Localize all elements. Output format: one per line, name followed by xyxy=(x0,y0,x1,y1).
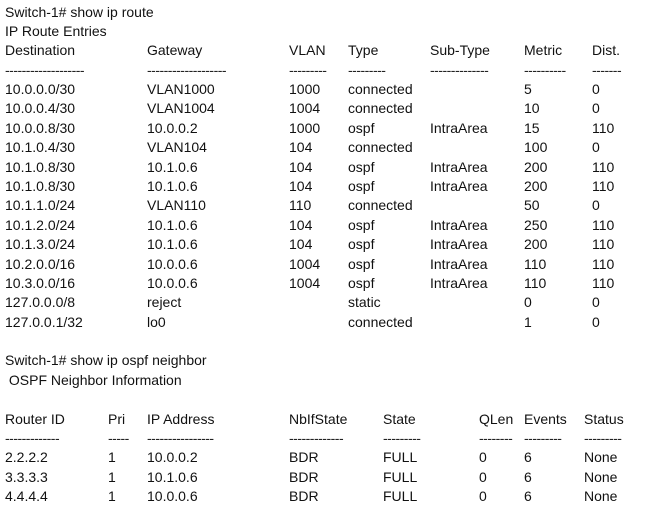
route-table-row-cell: ospf xyxy=(348,178,375,194)
route-table-row xyxy=(0,294,648,310)
route-table-row xyxy=(0,217,648,233)
route-table-row-cell: 50 xyxy=(524,197,540,214)
ospf-separator-row xyxy=(0,430,648,446)
ospf-separator-row-cell: ----- xyxy=(108,430,129,446)
ospf-header-row-cell: Router ID xyxy=(5,411,65,427)
route-table-row-cell: 10.0.0.6 xyxy=(147,255,198,272)
route-table-row-cell: 10.0.0.8/30 xyxy=(5,119,76,136)
ospf-header-row-cell: Events xyxy=(524,411,567,427)
ospf-table-row-cell: 10.1.0.6 xyxy=(147,468,198,485)
route-table-row-cell: 10.1.0.6 xyxy=(147,236,198,253)
route-table-row-cell: ospf xyxy=(348,275,375,291)
route-table-row-cell: connected xyxy=(348,313,413,330)
route-table-row xyxy=(0,256,648,272)
route-table-row-cell: 200 xyxy=(524,178,548,194)
ospf-table-row-cell: 1 xyxy=(108,449,116,465)
route-table-row-cell: 110 xyxy=(592,236,615,253)
route-table-row xyxy=(0,178,648,194)
ospf-table-row-cell: 10.0.0.6 xyxy=(147,488,198,504)
route-table-row-cell: reject xyxy=(147,294,182,311)
route-table-row-cell: 110 xyxy=(592,178,615,194)
ospf-table-row-cell: 2.2.2.2 xyxy=(5,449,48,465)
route-separator-row-cell: ---------- xyxy=(524,62,566,78)
route-table-row-cell: 10.1.0.8/30 xyxy=(5,178,76,194)
ospf-title: OSPF Neighbor Information xyxy=(5,372,182,388)
route-table-row-cell: lo0 xyxy=(147,313,166,330)
route-header-row-cell: Destination xyxy=(5,42,76,58)
ospf-header-row-cell: Pri xyxy=(108,411,126,427)
ospf-table-row-cell: None xyxy=(584,449,618,465)
route-table-row-cell: 5 xyxy=(524,81,532,97)
ospf-table-row-cell: None xyxy=(584,488,618,504)
ospf-table-row-cell: 1 xyxy=(108,488,116,504)
route-table-row-cell: connected xyxy=(348,197,413,214)
route-table-row-cell: connected xyxy=(348,81,413,97)
route-header-row xyxy=(0,42,648,58)
route-table-row-cell: 104 xyxy=(289,158,313,175)
route-separator-row-cell: --------- xyxy=(348,62,386,78)
route-table-row-cell: 110 xyxy=(524,275,547,291)
route-table-row-cell: 110 xyxy=(592,255,615,272)
ospf-separator-row-cell: --------- xyxy=(524,430,562,446)
ospf-table-row-cell: FULL xyxy=(383,468,418,485)
route-table-row-cell: ospf xyxy=(348,158,375,175)
route-table-row-cell: 10.0.0.4/30 xyxy=(5,100,76,117)
route-table-row-cell: 10.0.0.2 xyxy=(147,119,198,136)
ospf-table-row-cell: 0 xyxy=(479,449,487,465)
ospf-command: Switch-1# show ip ospf neighbor xyxy=(5,352,207,368)
ospf-separator-row-cell: -------- xyxy=(479,430,513,446)
route-table-row-cell: 0 xyxy=(592,81,600,97)
route-table-row-cell: IntraArea xyxy=(430,178,488,194)
ospf-table-row-cell: 0 xyxy=(479,468,487,485)
route-table-row-cell: 0 xyxy=(592,139,600,156)
route-table-row xyxy=(0,275,648,291)
ospf-table-row xyxy=(0,488,648,504)
route-table-row-cell: 200 xyxy=(524,158,548,175)
ospf-header-row xyxy=(0,411,648,427)
route-table-row-cell: 10.1.1.0/24 xyxy=(5,197,76,214)
ospf-table-row-cell: 4.4.4.4 xyxy=(5,488,48,504)
route-table-row-cell: 0 xyxy=(592,294,600,311)
route-separator-row-cell: ------- xyxy=(592,62,622,78)
route-table-row-cell: 104 xyxy=(289,139,313,156)
route-table-row-cell: 0 xyxy=(524,294,532,311)
route-table-row-cell: 10.1.0.4/30 xyxy=(5,139,76,156)
ospf-table-row xyxy=(0,469,648,485)
ospf-separator-row-cell: ---------------- xyxy=(147,430,214,446)
route-table-row-cell: ospf xyxy=(348,255,375,272)
route-table-row-cell: IntraArea xyxy=(430,236,488,253)
route-table-row-cell: 10.0.0.6 xyxy=(147,275,198,291)
ospf-table-row-cell: BDR xyxy=(289,468,319,485)
route-table-row-cell: 127.0.0.1/32 xyxy=(5,313,83,330)
route-table-row-cell: 10.1.3.0/24 xyxy=(5,236,76,253)
route-header-row-cell: Type xyxy=(348,42,379,58)
route-table-row-cell: 0 xyxy=(592,197,600,214)
ospf-table-row-cell: 0 xyxy=(479,488,487,504)
ospf-table-row-cell: FULL xyxy=(383,488,418,504)
ospf-header-row-cell: QLen xyxy=(479,411,514,427)
route-table-row-cell: 0 xyxy=(592,100,600,117)
route-table-row-cell: 110 xyxy=(289,197,312,214)
route-table-row-cell: VLAN1004 xyxy=(147,100,215,117)
ospf-separator-row-cell: --------- xyxy=(584,430,622,446)
route-table-row-cell: 15 xyxy=(524,119,540,136)
route-separator-row xyxy=(0,62,648,78)
route-table-row-cell: IntraArea xyxy=(430,275,488,291)
route-table-row-cell: 0 xyxy=(592,313,600,330)
route-table-row-cell: 1 xyxy=(524,313,532,330)
route-table-row-cell: 1000 xyxy=(289,119,321,136)
route-table-row-cell: ospf xyxy=(348,119,375,136)
route-header-row-cell: Sub-Type xyxy=(430,42,490,58)
route-table-row-cell: 10.1.2.0/24 xyxy=(5,216,76,233)
route-table-row xyxy=(0,159,648,175)
ospf-separator-row-cell: ------------- xyxy=(5,430,60,446)
route-table-row-cell: VLAN110 xyxy=(147,197,206,214)
route-table-row xyxy=(0,139,648,155)
ospf-table-row-cell: BDR xyxy=(289,488,319,504)
route-table-row-cell: IntraArea xyxy=(430,216,488,233)
route-table-row-cell: static xyxy=(348,294,381,311)
route-table-row-cell: 10.1.0.6 xyxy=(147,216,198,233)
route-table-row-cell: 10.3.0.0/16 xyxy=(5,275,76,291)
route-table-row-cell: 104 xyxy=(289,236,313,253)
route-header-row-cell: Metric xyxy=(524,42,563,58)
route-table-row-cell: 1000 xyxy=(289,81,321,97)
route-table-row xyxy=(0,236,648,252)
route-table-row-cell: 250 xyxy=(524,216,548,233)
route-table-row xyxy=(0,81,648,97)
ospf-separator-row-cell: --------- xyxy=(383,430,421,446)
route-table-row-cell: IntraArea xyxy=(430,119,488,136)
ospf-separator-row-cell: ------------- xyxy=(289,430,344,446)
route-table-row-cell: VLAN104 xyxy=(147,139,207,156)
route-separator-row-cell: -------------- xyxy=(430,62,489,78)
route-header-row-cell: Gateway xyxy=(147,42,203,58)
route-table-row-cell: 104 xyxy=(289,216,313,233)
route-table-row-cell: 10.1.0.8/30 xyxy=(5,158,76,175)
ospf-table-row-cell: 6 xyxy=(524,449,532,465)
ospf-header-row-cell: IP Address xyxy=(147,411,215,427)
route-table-row-cell: 110 xyxy=(592,119,615,136)
ospf-table-row xyxy=(0,449,648,465)
route-table-row-cell: 1004 xyxy=(289,255,321,272)
route-table-row xyxy=(0,120,648,136)
route-separator-row-cell: --------- xyxy=(289,62,327,78)
route-table-row xyxy=(0,100,648,116)
ospf-header-row-cell: State xyxy=(383,411,416,427)
route-separator-row-cell: ------------------- xyxy=(147,62,227,78)
route-title: IP Route Entries xyxy=(5,23,107,39)
route-command: Switch-1# show ip route xyxy=(5,4,154,20)
route-table-row-cell: ospf xyxy=(348,236,375,253)
ospf-header-row-cell: Status xyxy=(584,411,624,427)
route-table-row-cell: 110 xyxy=(592,158,615,175)
route-table-row-cell: 200 xyxy=(524,236,548,253)
ospf-table-row-cell: 6 xyxy=(524,468,532,485)
ospf-table-row-cell: 6 xyxy=(524,488,532,504)
ospf-table-row-cell: BDR xyxy=(289,449,319,465)
route-table-row-cell: 127.0.0.0/8 xyxy=(5,294,76,311)
route-table-row-cell: 100 xyxy=(524,139,548,156)
ospf-table-row-cell: None xyxy=(584,468,618,485)
route-header-row-cell: Dist. xyxy=(592,42,620,58)
route-separator-row-cell: ------------------- xyxy=(5,62,85,78)
ospf-table-row-cell: 10.0.0.2 xyxy=(147,449,198,465)
route-table-row-cell: connected xyxy=(348,139,413,156)
route-table-row-cell: 10.0.0.0/30 xyxy=(5,81,76,97)
route-table-row-cell: 10 xyxy=(524,100,540,117)
route-header-row-cell: VLAN xyxy=(289,42,326,58)
route-table-row-cell: 10.1.0.6 xyxy=(147,158,198,175)
route-table-row-cell: IntraArea xyxy=(430,158,488,175)
route-table-row xyxy=(0,314,648,330)
ospf-table-row-cell: 3.3.3.3 xyxy=(5,468,48,485)
route-table-row-cell: 110 xyxy=(524,255,547,272)
route-table-row-cell: connected xyxy=(348,100,413,117)
ospf-header-row-cell: NbIfState xyxy=(289,411,348,427)
route-table-row-cell: 104 xyxy=(289,178,313,194)
route-table-row-cell: 1004 xyxy=(289,275,321,291)
route-table-row-cell: ospf xyxy=(348,216,375,233)
route-table-row-cell: VLAN1000 xyxy=(147,81,215,97)
route-table-row xyxy=(0,197,648,213)
ospf-table-row-cell: 1 xyxy=(108,468,116,485)
ospf-table-row-cell: FULL xyxy=(383,449,418,465)
route-table-row-cell: 10.2.0.0/16 xyxy=(5,255,76,272)
route-table-row-cell: 110 xyxy=(592,216,615,233)
route-table-row-cell: 110 xyxy=(592,275,615,291)
route-table-row-cell: 1004 xyxy=(289,100,321,117)
route-table-row-cell: IntraArea xyxy=(430,255,488,272)
route-table-row-cell: 10.1.0.6 xyxy=(147,178,198,194)
